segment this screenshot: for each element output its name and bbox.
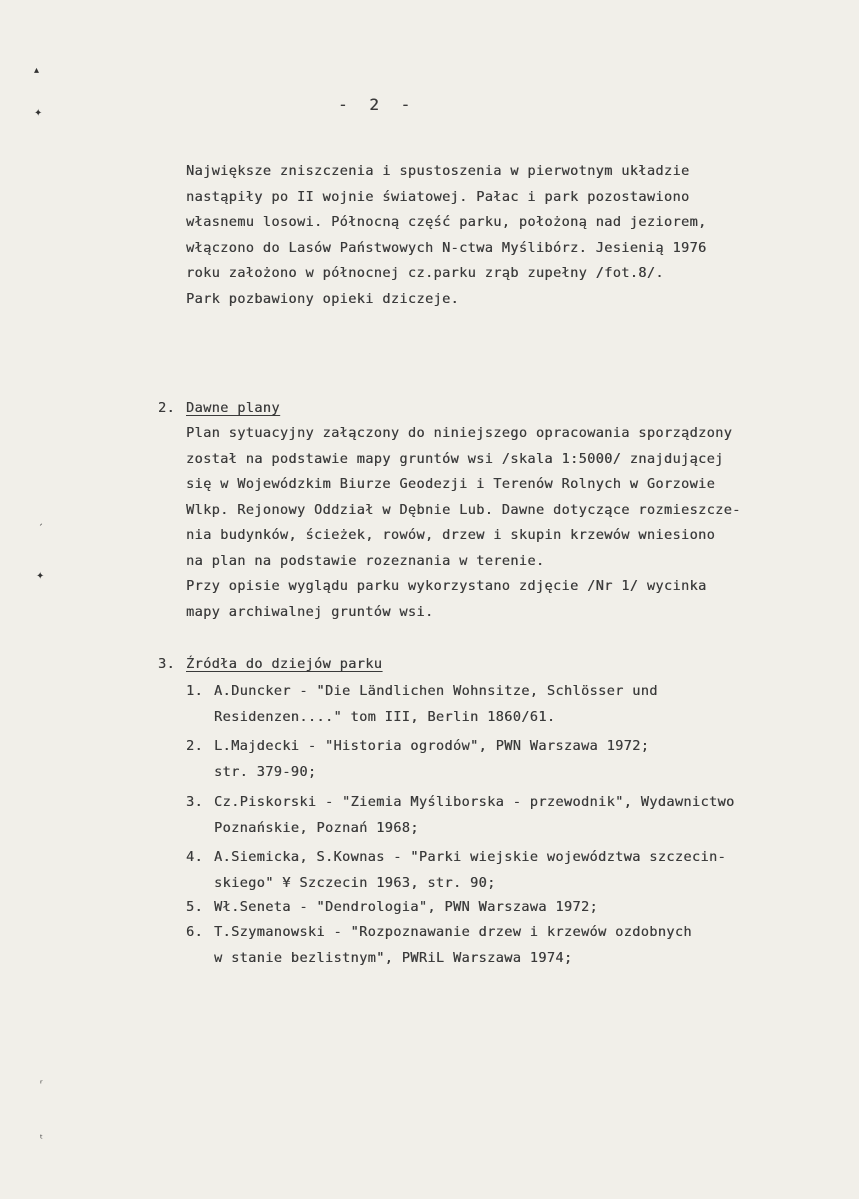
text-line: nia budynków, ścieżek, rowów, drzew i skupin krzewów wniesiono [186,527,716,543]
margin-mark: ᵗ [40,1134,43,1145]
reference-line: w stanie bezlistnym", PWRiL Warszawa 1974; [214,949,573,966]
margin-mark: ✦ [34,108,43,119]
reference-line: Cz.Piskorski - "Ziemia Myśliborska - przewodnik", Wydawnictwo [214,794,735,810]
reference-number: 6. [186,924,204,940]
reference-line: T.Szymanowski - "Rozpoznawanie drzew i krzewów ozdobnych [214,924,692,940]
text-line: Park pozbawiony opieki dziczeje. [186,290,460,307]
reference-item-6 [186,920,692,971]
section-3-title: Źródła do dziejów parku [186,656,383,672]
text-line: Wlkp. Rejonowy Oddział w Dębnie Lub. Dawne dotyczące rozmieszcze- [186,501,741,518]
margin-mark: ˏ [38,515,43,526]
reference-item-5 [186,895,598,921]
section-2-body [186,421,741,625]
reference-item-3 [186,790,735,841]
reference-number: 2. [186,738,204,754]
text-line: roku założono w północnej cz.parku zrąb zupełny /fot.8/. [186,265,664,281]
text-line: na plan na podstawie rozeznania w terenie. [186,552,545,569]
reference-item-2 [186,734,649,785]
reference-number: 4. [186,849,204,865]
reference-item-4 [186,845,726,896]
text-line: został na podstawie mapy gruntów wsi /skala 1:5000/ znajdującej [186,450,724,467]
margin-mark: ▴ [34,65,40,76]
paragraph-damage-history [186,159,707,312]
margin-mark: ✦ [36,571,45,582]
page-number: - 2 - [338,95,417,114]
text-line: Plan sytuacyjny załączony do niniejszego opracowania sporządzony [186,425,733,441]
section-2-title: Dawne plany [186,400,280,416]
reference-line: L.Majdecki - "Historia ogrodów", PWN Warszawa 1972; [214,738,650,754]
reference-number: 5. [186,899,204,915]
text-line: nastąpiły po II wojnie światowej. Pałac i park pozostawiono [186,188,690,205]
reference-number: 1. [186,683,204,699]
margin-mark: ʳ [40,1079,43,1090]
section-3-number: 3. [158,656,176,672]
reference-line: str. 379-90; [214,763,317,780]
reference-number: 3. [186,794,204,810]
section-2-number: 2. [158,400,176,416]
reference-line: A.Siemicka, S.Kownas - "Parki wiejskie województwa szczecin- [214,849,727,865]
text-line: się w Wojewódzkim Biurze Geodezji i Terenów Rolnych w Gorzowie [186,476,716,492]
reference-line: skiego" ¥ Szczecin 1963, str. 90; [214,874,496,891]
text-line: włączono do Lasów Państwowych N-ctwa Myślibórz. Jesienią 1976 [186,239,707,256]
text-line: własnemu losowi. Północną część parku, położoną nad jeziorem, [186,214,707,230]
reference-line: Poznańskie, Poznań 1968; [214,819,419,836]
reference-item-1 [186,679,658,730]
reference-line: Wł.Seneta - "Dendrologia", PWN Warszawa 1972; [214,899,599,915]
text-line: mapy archiwalnej gruntów wsi. [186,603,434,620]
text-line: Przy opisie wyglądu parku wykorzystano zdjęcie /Nr 1/ wycinka [186,578,707,594]
reference-line: Residenzen...." tom III, Berlin 1860/61. [214,708,556,725]
text-line: Największe zniszczenia i spustoszenia w pierwotnym układzie [186,163,690,179]
reference-line: A.Duncker - "Die Ländlichen Wohnsitze, Schlösser und [214,683,658,699]
